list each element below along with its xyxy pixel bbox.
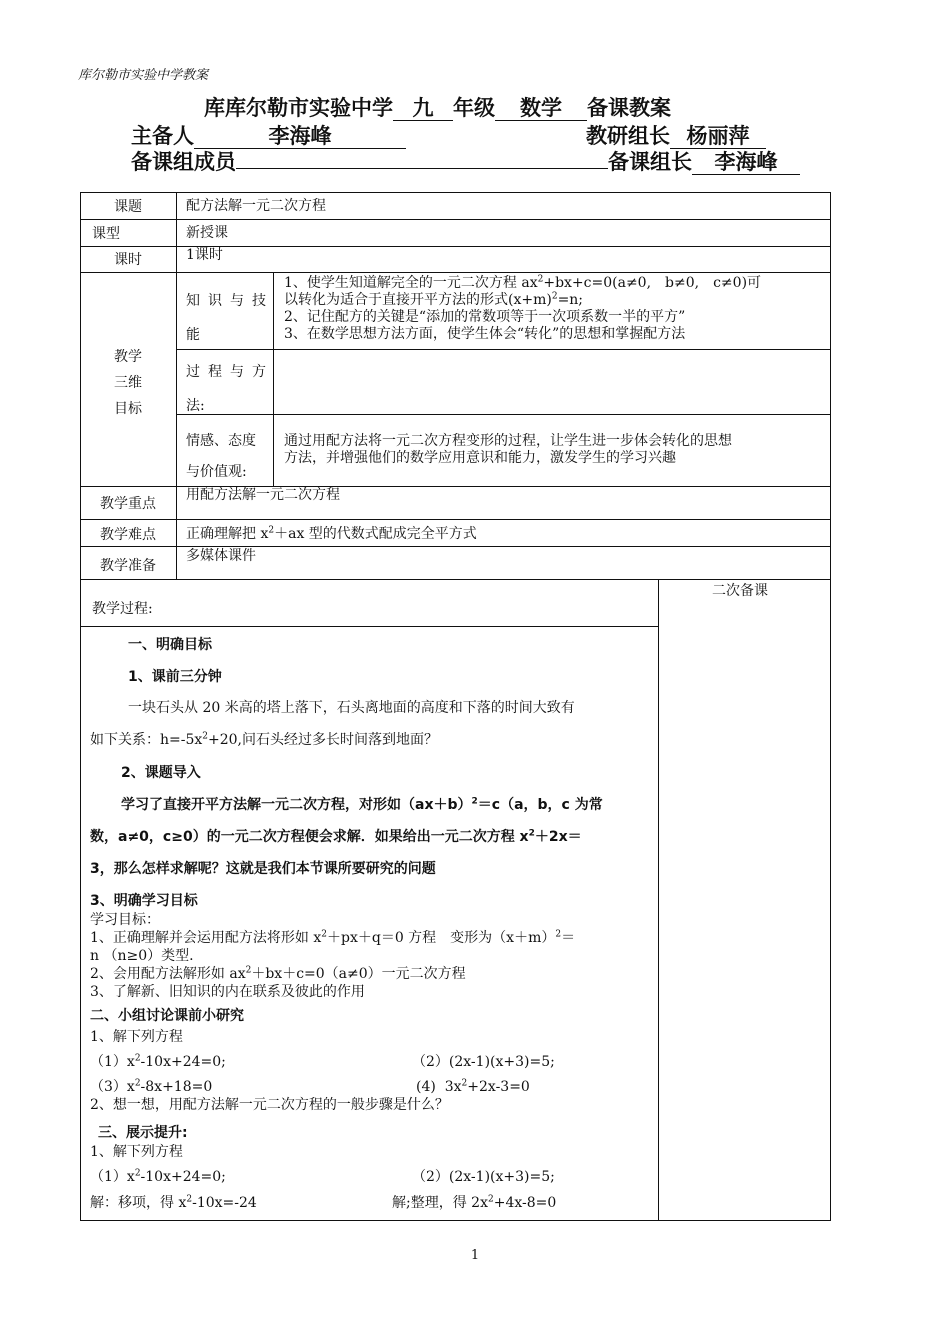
equation-3: $(3)x^2-8x+18=0$ xyxy=(90,1078,213,1095)
paragraph-1a: 一块石头从 20 米高的塔上落下，石头离地面的高度和下落的时间大致有 xyxy=(128,700,575,716)
period-value: 1课时 xyxy=(186,247,223,263)
paragraph-2b: 数，a≠0，c≥0）的一元二次方程便会求解．如果给出一元二次方程 $x^2+2x=$ xyxy=(90,828,582,845)
preparation-label: 教学准备 xyxy=(100,558,156,574)
topic-value: 配方法解一元二次方程 xyxy=(186,198,326,214)
objective-3: 3、了解新、旧知识的内在联系及彼此的作用 xyxy=(90,984,365,1000)
solution-2: 解;整理，得 $2x^2+4x-8=0$ xyxy=(392,1194,557,1211)
equation-6: （2）(2x-1)(x+3)=5; xyxy=(412,1169,555,1185)
page-number: 1 xyxy=(470,1248,480,1263)
goals-label: 教学 三维 目标 xyxy=(114,349,142,417)
equation-4: (4) $3x^2+2x-3=0$ xyxy=(416,1078,530,1095)
subject-value: 数学 xyxy=(495,96,587,121)
process-title: 教学过程: xyxy=(92,601,153,617)
section-1-1-heading: 1、课前三分钟 xyxy=(128,669,222,685)
topic-label: 课题 xyxy=(114,199,142,215)
group-leader-label: 备课组长 xyxy=(608,150,692,174)
attitude-label: 情感、态度 与价值观: xyxy=(186,433,256,480)
grade-suffix: 年级 xyxy=(453,96,495,120)
document-title xyxy=(204,92,671,122)
period-label: 课时 xyxy=(114,252,142,268)
paragraph-2a: 学习了直接开平方法解一元二次方程，对形如$(ax+b)^2=c(a$，b，c 为常 xyxy=(121,796,603,813)
objectives-title: 学习目标： xyxy=(90,912,160,928)
research-leader-label: 教研组长 xyxy=(586,124,670,148)
difficulty-value: 正确理解把 $x^2+ax$ 型的代数式配成完全平方式 xyxy=(186,525,477,542)
members-line xyxy=(131,146,800,176)
type-label: 课型 xyxy=(92,226,120,242)
preparation-value: 多媒体课件 xyxy=(186,548,256,564)
attitude-content: 通过用配方法将一元二次方程变形的过程，让学生进一步体会转化的思想 方法，并增强他们的数学应用意识和能力，激发学生的学习兴趣 xyxy=(284,433,732,466)
knowledge-content: 1、使学生知道解完全的一元二次方程 $ax^2+bx+c=0(a\ne 0$, b≠0, c≠0)可 以转化为适合于直接开平方法的形式$(x+m)^2=n$; 2、记住配方的关键是“添加的常数项等于一次项系数一半的平方” 3、在数学思想方法方面，使学生体会“转化”的思想和掌握配方法 xyxy=(284,274,762,342)
preparer-label: 主备人 xyxy=(131,124,194,148)
school-name: 库库尔勒市实验中学 xyxy=(204,96,393,120)
research-leader-name: 杨丽萍 xyxy=(670,124,766,149)
preparer-name: 李海峰 xyxy=(194,124,406,149)
group-leader-name: 李海峰 xyxy=(692,150,800,175)
equation-5: $(1)x^2-10x+24=0$; xyxy=(90,1168,226,1185)
objective-1b: n （n≥0）类型. xyxy=(90,948,194,964)
section-2-1: 1、解下列方程 xyxy=(90,1029,183,1045)
type-value: 新授课 xyxy=(186,225,228,241)
section-3-1: 1、解下列方程 xyxy=(90,1144,183,1160)
members-label: 备课组成员 xyxy=(131,150,236,174)
paragraph-2c: 3，那么怎样求解呢？这就是我们本节课所要研究的问题 xyxy=(90,861,436,877)
paragraph-1b: 如下关系：$h=-5x^2+20$,问石头经过多长时间落到地面？ xyxy=(90,731,439,748)
second-prep-label: 二次备课 xyxy=(712,583,768,599)
section-3-heading: 三、展示提升: xyxy=(98,1125,188,1141)
section-2-2: 2、想一想，用配方法解一元二次方程的一般步骤是什么？ xyxy=(90,1097,449,1113)
equation-1: $(1)x^2-10x+24=0$; xyxy=(90,1053,226,1070)
difficulty-label: 教学难点 xyxy=(100,527,156,543)
grade-value: 九 xyxy=(393,96,453,121)
section-1-2-heading: 2、课题导入 xyxy=(121,765,201,781)
solution-1: 解：移项，得 $x^2-10x=-24$ xyxy=(90,1194,257,1211)
knowledge-label: 知识与技 能 xyxy=(186,293,274,343)
section-1-3-heading: 3、明确学习目标 xyxy=(90,893,198,909)
header-note: 库尔勒市实验中学教案 xyxy=(78,68,209,83)
section-1-heading: 一、明确目标 xyxy=(128,637,212,653)
objectives xyxy=(90,911,575,1001)
equation-2: （2）(2x-1)(x+3)=5; xyxy=(412,1054,555,1070)
key-point-value: 用配方法解一元二次方程 xyxy=(186,487,340,503)
key-point-label: 教学重点 xyxy=(100,496,156,512)
objective-1a: 1、正确理解并会运用配方法将形如 $x^2+px+q=0$ 方程 变形为$(x+m)^2=$ xyxy=(90,929,576,946)
objective-2: 2、会用配方法解形如 $ax^2+bx+c=0(a\ne 0)$一元二次方程 xyxy=(90,965,466,982)
plan-label: 备课教案 xyxy=(587,96,671,120)
members-value xyxy=(236,168,608,169)
process-method-label: 过程与方 法: xyxy=(186,364,274,414)
section-2-heading: 二、小组讨论课前小研究 xyxy=(90,1008,244,1024)
